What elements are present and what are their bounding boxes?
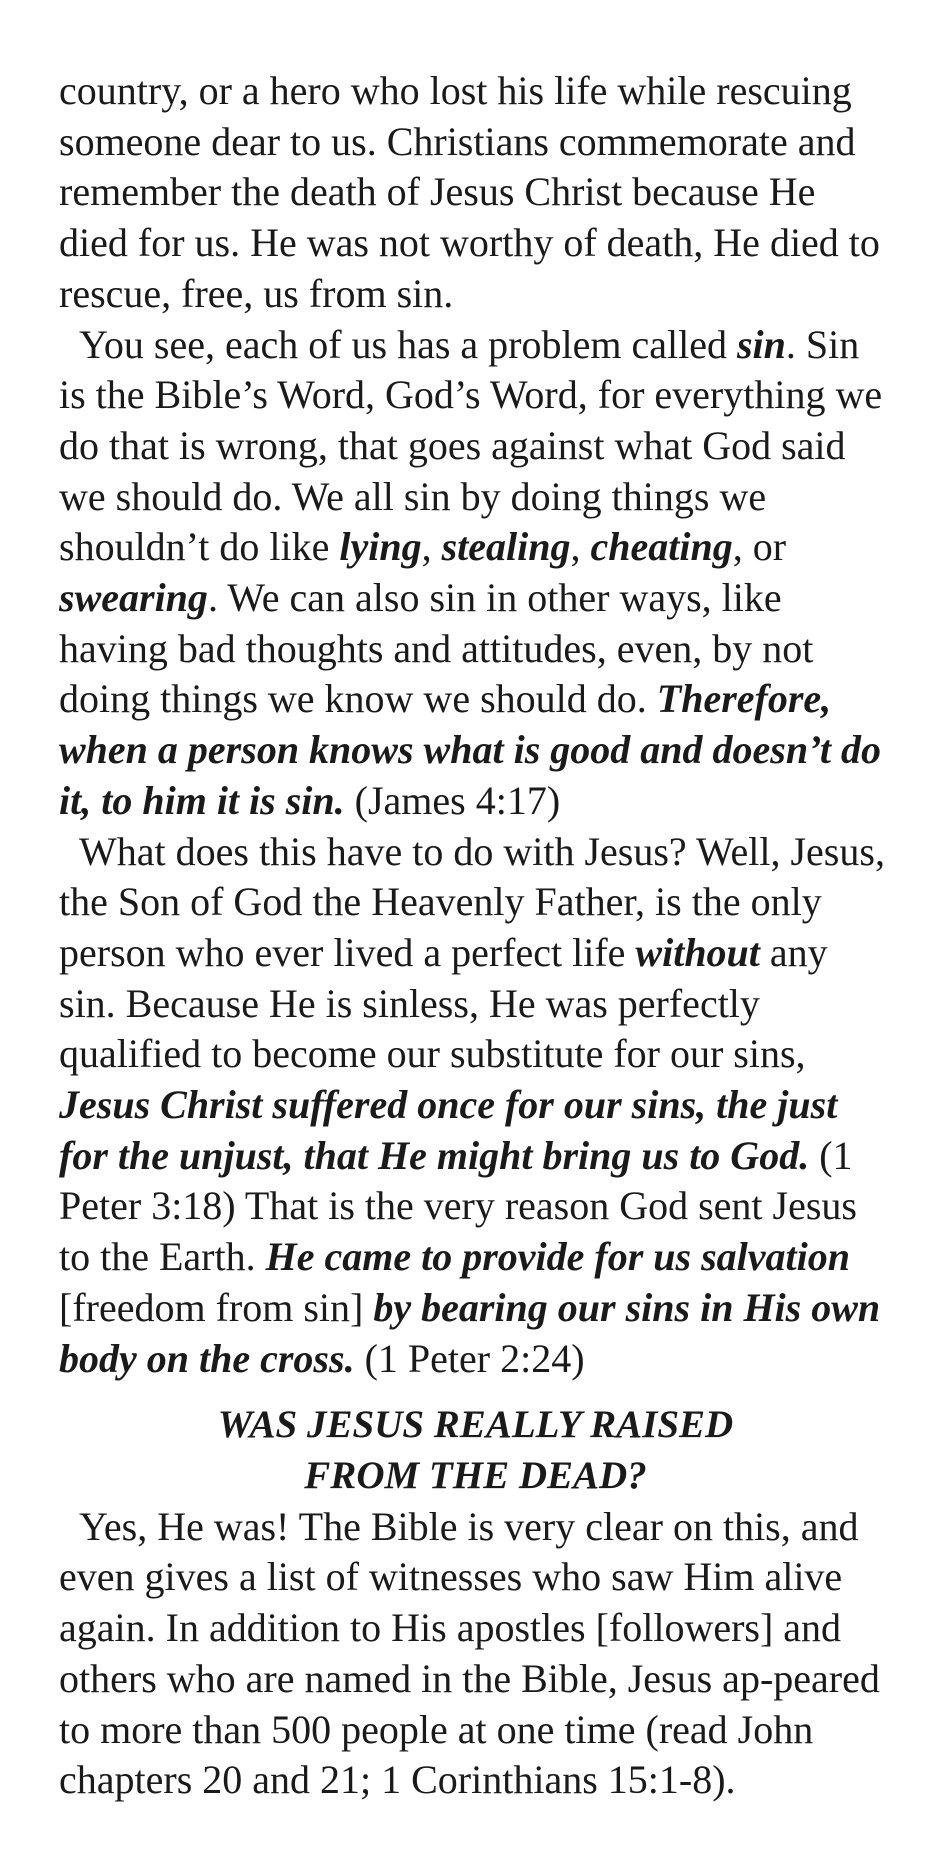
scripture-quote-1-peter-3-18: Jesus Christ suffered once for our sins, the just for the unjust, that He might bring us to God.	[59, 1082, 838, 1178]
scripture-quote-james: Therefore, when a person knows what is good and doesn’t do it, to him it is sin.	[59, 676, 882, 823]
scripture-reference: (James 4:17)	[344, 777, 561, 823]
text-run: . Sin is the Bible’s Word, God’s Word, for everything we do that is wrong, that goes against what God said we should do. We all sin by doing things we shouldn’t do like	[59, 321, 883, 570]
text-run: What does this have to do with Jesus? Well, Jesus, the Son of God the Heavenly Father, is the only person who ever lived a perfect life	[59, 828, 885, 975]
scripture-reference: (1 Peter 2:24)	[354, 1335, 585, 1381]
paragraph-death-of-jesus	[59, 66, 892, 320]
paragraph-resurrection-witnesses	[59, 1502, 892, 1806]
heading-line-2: FROM THE DEAD?	[304, 1453, 647, 1497]
text-run: . We can also sin in other ways, like having bad thoughts and attitudes, even, by not doing things we know we should do.	[59, 575, 814, 722]
paragraph-problem-of-sin	[59, 320, 892, 827]
text-run: (1 Peter 3:18) That is the very reason God sent Jesus to the Earth.	[59, 1132, 857, 1280]
emphasis-sin: sin	[736, 321, 786, 367]
emphasis-stealing: stealing	[441, 524, 571, 570]
text-run: ,	[570, 524, 591, 570]
emphasis-without: without	[635, 929, 760, 975]
text-run: You see, each of us has a problem called	[79, 321, 737, 367]
emphasis-swearing: swearing	[59, 575, 208, 621]
heading-line-1: WAS JESUS REALLY RAISED	[217, 1403, 734, 1447]
section-heading	[59, 1400, 892, 1501]
emphasis-cheating: cheating	[590, 524, 733, 570]
text-run: any sin. Because He is sinless, He was perfectly qualified to become our substitute for our sins,	[59, 929, 828, 1077]
paragraph-text: Yes, He was! The Bible is very clear on this, and even gives a list of witnesses who saw Him alive again. In addition to His apostles [followers] and others who are named in the Bible, Jesus ap-peared to more than 500 people at one time (read John chapters 20 and 21; 1 Corinthians 15:1-8).	[59, 1503, 880, 1803]
text-run: [freedom from sin]	[59, 1284, 374, 1330]
emphasis-lying: lying	[339, 524, 422, 570]
paragraph-jesus-substitute	[59, 827, 892, 1385]
text-run: , or	[732, 524, 787, 570]
text-run: ,	[421, 524, 442, 570]
scripture-quote-salvation: He came to provide for us salvation	[265, 1234, 851, 1280]
paragraph-text: country, or a hero who lost his life while rescuing someone dear to us. Christians commemorate and remember the death of Jesus Christ because He died for us. He was not worthy of death, He died to rescue, free, us from sin.	[59, 68, 880, 316]
scripture-quote-1-peter-2-24: by bearing our sins in His own body on the cross.	[59, 1284, 881, 1381]
